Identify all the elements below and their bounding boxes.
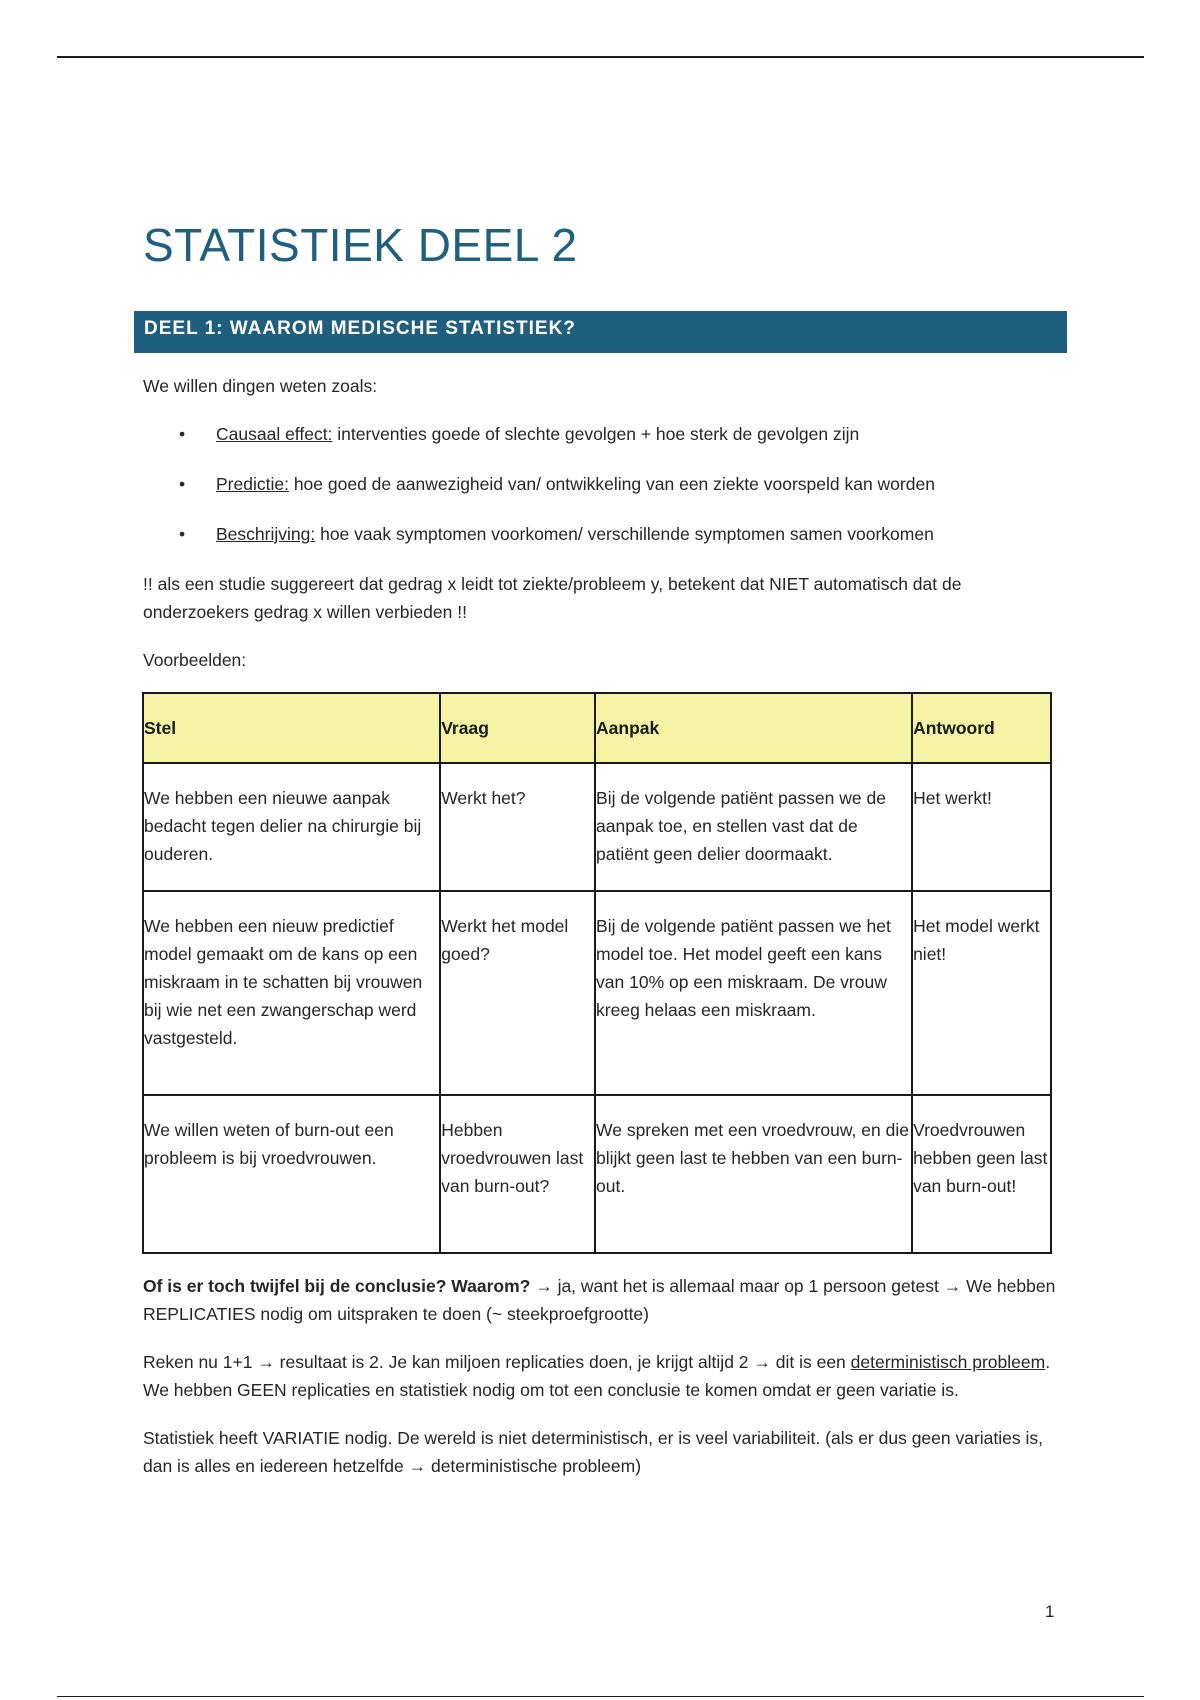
table-cell: We hebben een nieuw predictief model gemaakt om de kans op een miskraam in te schatten bij vrouwen bij wie net een zwangerschap werd vastgesteld. <box>143 891 440 1095</box>
table-cell: Werkt het model goed? <box>440 891 595 1095</box>
table-header-row <box>143 693 1051 763</box>
document-body <box>143 372 1063 1500</box>
table-cell: Vroedvrouwen hebben geen last van burn-out! <box>912 1095 1051 1253</box>
section-heading: DEEL 1: WAAROM MEDISCHE STATISTIEK? <box>134 311 1067 353</box>
bullet-term: Causaal effect: <box>216 424 333 444</box>
table-cell: Bij de volgende patiënt passen we de aanpak toe, en stellen vast dat de patiënt geen delier doormaakt. <box>595 763 912 891</box>
deterministic-term: deterministisch probleem <box>850 1352 1046 1372</box>
bullet-text: hoe goed de aanwezigheid van/ ontwikkeling van een ziekte voorspeld kan worden <box>288 474 935 494</box>
examples-label: Voorbeelden: <box>143 650 247 670</box>
table-row <box>143 891 1051 1095</box>
column-header-vraag: Vraag <box>440 693 595 763</box>
column-header-aanpak: Aanpak <box>595 693 912 763</box>
bullet-text: interventies goede of slechte gevolgen + hoe sterk de gevolgen zijn <box>332 424 860 444</box>
column-header-stel: Stel <box>143 693 440 763</box>
bullet-icon: • <box>179 424 186 444</box>
footer-rule <box>57 1696 1144 1697</box>
bullet-list <box>143 420 1063 548</box>
table-row <box>143 1095 1051 1253</box>
table-row <box>143 763 1051 891</box>
conclusion-answer: ja, want het is allemaal maar op 1 persoon getest → We hebben REPLICATIES nodig om uitspraken te doen (~ steekproefgrootte) <box>143 1276 1056 1324</box>
header-rule <box>57 56 1144 58</box>
bullet-icon: • <box>179 474 186 494</box>
table-cell: Bij de volgende patiënt passen we het model toe. Het model geeft een kans van 10% op een miskraam. De vrouw kreeg helaas een miskraam. <box>595 891 912 1095</box>
table-cell: Het model werkt niet! <box>912 891 1051 1095</box>
table-cell: We hebben een nieuwe aanpak bedacht tegen delier na chirurgie bij ouderen. <box>143 763 440 891</box>
bullet-text: hoe vaak symptomen voorkomen/ verschillende symptomen samen voorkomen <box>315 524 934 544</box>
deterministic-before: Reken nu 1+1 → resultaat is 2. Je kan miljoen replicaties doen, je krijgt altijd 2 → dit is een <box>143 1352 851 1372</box>
table-cell: We spreken met een vroedvrouw, en die blijkt geen last te hebben van een burn-out. <box>595 1095 912 1253</box>
page-title: STATISTIEK DEEL 2 <box>143 219 578 271</box>
table-cell: Hebben vroedvrouwen last van burn-out? <box>440 1095 595 1253</box>
list-item <box>179 470 1063 498</box>
warning-text: !! als een studie suggereert dat gedrag x leidt tot ziekte/probleem y, betekent dat NIET automatisch dat de onderzoekers gedrag x willen verbieden !! <box>143 574 962 622</box>
list-item <box>179 420 1063 448</box>
table-cell: We willen weten of burn-out een probleem is bij vroedvrouwen. <box>143 1095 440 1253</box>
deterministic-text <box>143 1348 1063 1404</box>
conclusion-text <box>143 1272 1063 1328</box>
intro-text: We willen dingen weten zoals: <box>143 376 378 396</box>
table-cell: Werkt het? <box>440 763 595 891</box>
column-header-antwoord: Antwoord <box>912 693 1051 763</box>
deterministic-after: . We hebben GEEN replicaties en statistiek nodig om tot een conclusie te komen omdat er geen variatie is. <box>143 1352 1051 1400</box>
list-item <box>179 520 1063 548</box>
page-number: 1 <box>1045 1602 1055 1621</box>
conclusion-question: Of is er toch twijfel bij de conclusie? Waarom? → <box>143 1276 553 1296</box>
bullet-icon: • <box>179 524 186 544</box>
bullet-term: Predictie: <box>216 474 289 494</box>
variation-text: Statistiek heeft VARIATIE nodig. De wereld is niet deterministisch, er is veel variabiliteit. (als er dus geen variaties is, dan is alles en iedereen hetzelfde → deterministische probleem) <box>143 1428 1044 1476</box>
examples-table <box>142 692 1052 1254</box>
table-cell: Het werkt! <box>912 763 1051 891</box>
bullet-term: Beschrijving: <box>216 524 316 544</box>
